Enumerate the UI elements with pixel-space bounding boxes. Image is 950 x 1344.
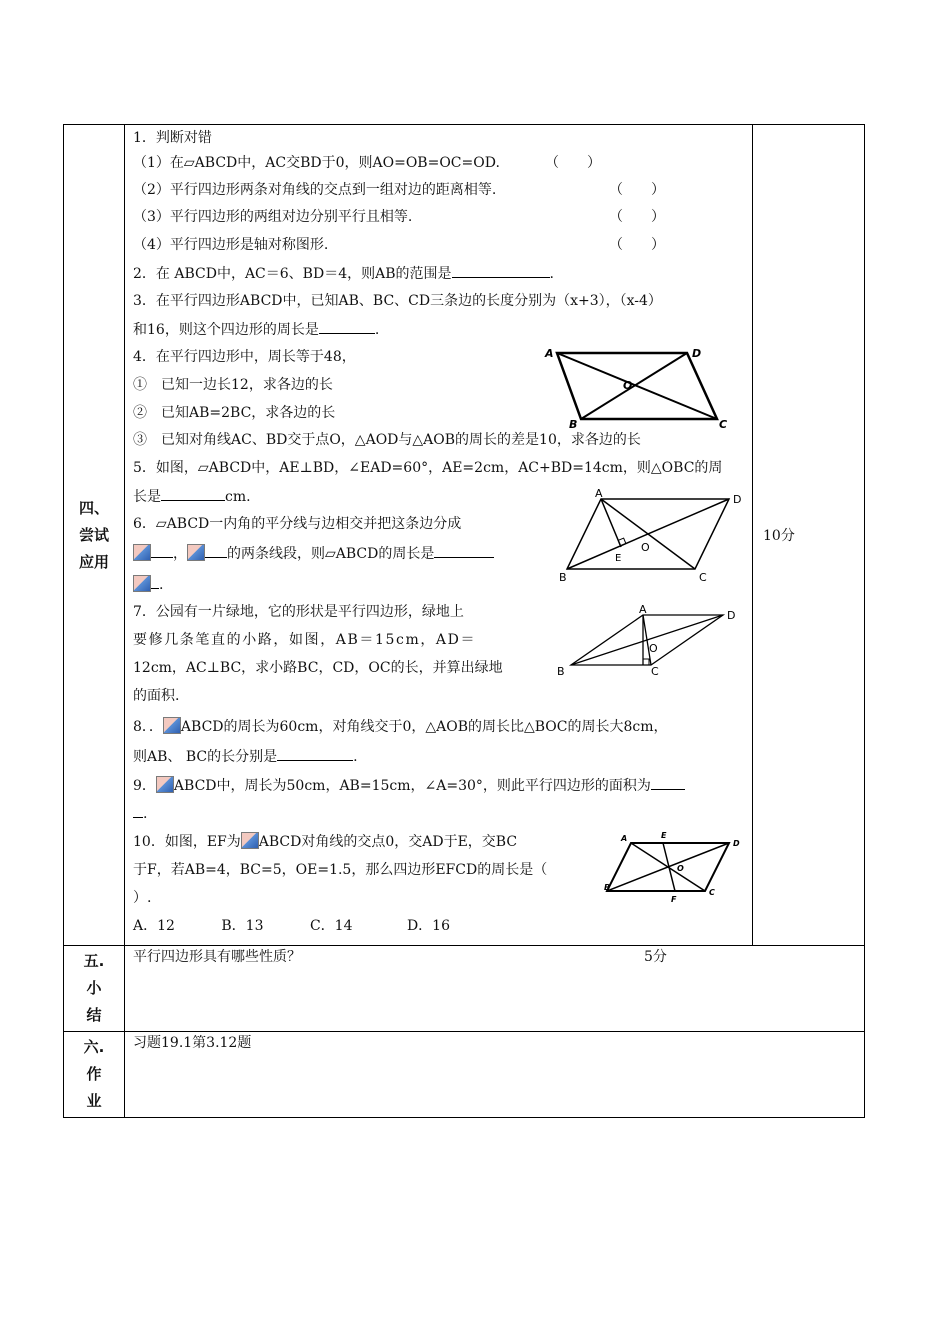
q8-blank	[277, 746, 353, 761]
q4-item-1: ① 已知一边长12，求各边的长	[133, 377, 333, 393]
section-5-text: 平行四边形具有哪些性质？	[133, 949, 301, 965]
section-5-label: 五. 小 结	[64, 946, 125, 1032]
q10-option-d: D．16	[406, 918, 450, 934]
section-5-row	[64, 946, 865, 1032]
svg-text:E: E	[615, 553, 622, 564]
q10-option-c: C．14	[309, 918, 353, 934]
q10-line3: ）.	[133, 890, 152, 906]
svg-text:A: A	[595, 487, 603, 500]
q7-parallelogram-figure	[551, 603, 751, 679]
svg-text:B: B	[569, 418, 578, 431]
section-4-label: 四、 尝试 应用	[64, 125, 125, 946]
q10-options	[133, 916, 450, 936]
svg-text:A: A	[621, 834, 628, 843]
formula-image-icon	[133, 575, 151, 592]
formula-image-icon	[187, 544, 205, 561]
svg-text:A: A	[639, 603, 647, 616]
q4-title: 4．在平行四边形中，周长等于48，	[133, 349, 356, 365]
q1-item-4: （4）平行四边形是轴对称图形.	[133, 237, 329, 253]
q5-blank	[161, 486, 225, 501]
section-6-content	[125, 1032, 865, 1118]
svg-text:B: B	[604, 883, 611, 892]
section-4-score: 10分	[753, 125, 865, 946]
parallelogram-symbol-icon	[241, 832, 259, 849]
q3-line1: 3．在平行四边形ABCD中，已知AB、BC、CD三条边的长度分别为（x+3），（x-4）	[133, 293, 662, 309]
q4-item-3: ③ 已知对角线AC、BD交于点O，△AOD与△AOB的周长的差是10，求各边的长	[133, 432, 641, 448]
q6-line1: 6．▱ABCD一内角的平分线与边相交并把这条边分成	[133, 516, 462, 532]
q4-item-2: ② 已知AB=2BC，求各边的长	[133, 405, 336, 421]
svg-text:O: O	[677, 864, 684, 873]
q7-line2: 要修几条笔直的小路，如图，AB＝15cm，AD＝	[133, 632, 477, 648]
section-5-score: 5分	[644, 949, 667, 965]
q10-parallelogram-figure	[605, 829, 745, 907]
q6-line3: .	[133, 574, 163, 595]
q1-paren-2: （ ）	[609, 182, 665, 198]
section-5-content	[125, 946, 865, 1032]
q9-line1: 9． ABCD中，周长为50cm，AB=15cm，∠A=30°，则此平行四边形的面积为	[133, 775, 685, 796]
lesson-grid	[63, 124, 865, 1118]
svg-text:E: E	[661, 831, 667, 840]
section-4-content	[125, 125, 753, 946]
parallelogram-symbol-icon	[163, 717, 181, 734]
q7-line3: 12cm，AC⊥BC，求小路BC，CD，OC的长，并算出绿地	[133, 660, 503, 676]
q10-option-b: B．13	[221, 918, 264, 934]
q9-blank	[651, 775, 685, 790]
q10-line2: 于F，若AB=4，BC=5，OE=1.5，那么四边形EFCD的周长是（	[133, 862, 548, 878]
q10-option-a: A．12	[133, 918, 175, 934]
q1-item-3: （3）平行四边形的两组对边分别平行且相等.	[133, 209, 413, 225]
q1-paren-3: （ ）	[609, 209, 665, 225]
svg-text:O: O	[649, 642, 658, 655]
q4-parallelogram-figure	[535, 345, 735, 429]
q1-title: 1．判断对错	[133, 130, 212, 146]
q1-paren-1: （ ）	[545, 155, 601, 171]
q5-line2: 长是 cm.	[133, 486, 251, 507]
q7-line1: 7．公园有一片绿地，它的形状是平行四边形，绿地上	[133, 604, 464, 620]
section-6-label: 六. 作 业	[64, 1032, 125, 1118]
q10-line1: 10．如图，EF为 ABCD对角线的交点0，交AD于E，交BC	[133, 834, 518, 850]
q5-line1: 5．如图，▱ABCD中，AE⊥BD，∠EAD=60°，AE=2cm，AC+BD=14cm，则△OBC的周	[133, 460, 723, 476]
q6-blank	[434, 543, 494, 558]
parallelogram-symbol-icon	[156, 776, 174, 793]
q8-line2: 则AB、 BC的长分别是 .	[133, 746, 358, 767]
svg-text:B: B	[557, 665, 565, 678]
svg-text:D: D	[733, 839, 740, 848]
svg-text:D: D	[727, 609, 736, 622]
svg-text:F: F	[671, 895, 677, 904]
q3-blank	[319, 319, 375, 334]
section-6-text: 习题19.1第3.12题	[133, 1035, 252, 1051]
q2-text: 2．在 ABCD中，AC＝6、BD＝4，则AB的范围是 .	[133, 263, 554, 284]
svg-text:C: C	[709, 888, 715, 897]
formula-image-icon	[133, 544, 151, 561]
q6-parallelogram-figure	[559, 489, 749, 583]
svg-text:B: B	[559, 571, 567, 584]
q7-line4: 的面积.	[133, 688, 180, 704]
svg-text:O: O	[641, 541, 650, 554]
q1-item-2: （2）平行四边形两条对角线的交点到一组对边的距离相等.	[133, 182, 497, 198]
svg-text:D: D	[733, 493, 742, 506]
svg-text:C: C	[719, 418, 728, 431]
section-4-row	[64, 125, 865, 946]
svg-text:O: O	[623, 379, 633, 392]
svg-text:A: A	[545, 347, 554, 360]
svg-text:C: C	[651, 665, 659, 678]
q3-line2: 和16，则这个四边形的周长是 .	[133, 319, 379, 340]
q9-line2: .	[133, 803, 147, 824]
lesson-table	[63, 124, 865, 1119]
svg-text:D: D	[692, 347, 702, 360]
q6-line2: ， 的两条线段，则▱ABCD的周长是	[133, 543, 494, 564]
q1-paren-4: （ ）	[609, 237, 665, 253]
q1-item-1: （1）在▱ABCD中，AC交BD于0，则AO=OB=OC=OD.	[133, 155, 500, 171]
q8-line1: 8．． ABCD的周长为60cm，对角线交于0，△AOB的周长比△BOC的周长大8cm，	[133, 719, 668, 735]
svg-text:C: C	[699, 571, 707, 584]
q2-blank	[452, 263, 550, 278]
section-6-row	[64, 1032, 865, 1118]
